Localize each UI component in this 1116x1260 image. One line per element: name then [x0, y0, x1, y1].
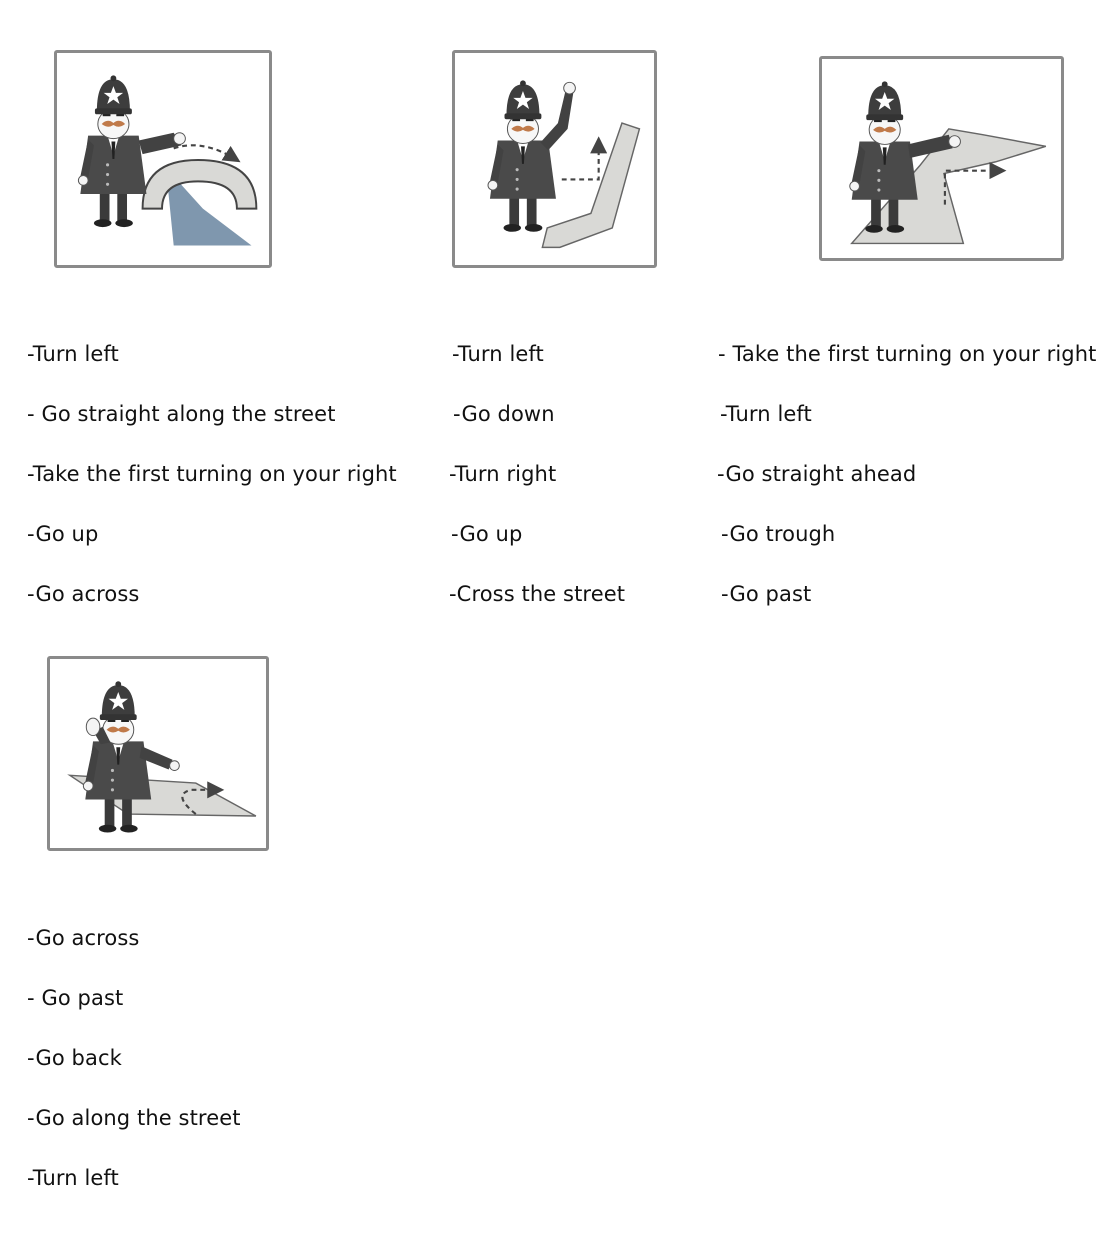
picture-2 [452, 50, 657, 268]
picture-4 [47, 656, 269, 851]
policeman-turn-over-bridge-icon [57, 53, 269, 265]
option-item: -Go up [27, 522, 99, 546]
picture-1 [54, 50, 272, 268]
option-item: - Take the first turning on your right [718, 342, 1097, 366]
option-item: -Go past [721, 582, 812, 606]
option-item: -Turn left [27, 342, 119, 366]
option-item: -Go trough [721, 522, 836, 546]
option-item: -Turn left [27, 1166, 119, 1190]
option-item: -Go along the street [27, 1106, 241, 1130]
option-item: -Take the first turning on your right [27, 462, 397, 486]
option-item: -Cross the street [449, 582, 626, 606]
policeman-first-turning-right-icon [822, 59, 1061, 258]
option-item: - Go straight along the street [27, 402, 336, 426]
option-item: - Go past [27, 986, 124, 1010]
option-item: -Turn left [452, 342, 544, 366]
picture-3 [819, 56, 1064, 261]
option-item: -Turn right [449, 462, 557, 486]
policeman-stop-cross-street-icon [50, 659, 266, 848]
option-item: -Go back [27, 1046, 122, 1070]
policeman-go-up-street-icon [455, 53, 654, 265]
option-item: -Turn left [720, 402, 812, 426]
option-item: -Go across [27, 582, 140, 606]
option-item: -Go down [453, 402, 555, 426]
option-item: -Go across [27, 926, 140, 950]
option-item: -Go straight ahead [717, 462, 917, 486]
option-item: -Go up [451, 522, 523, 546]
